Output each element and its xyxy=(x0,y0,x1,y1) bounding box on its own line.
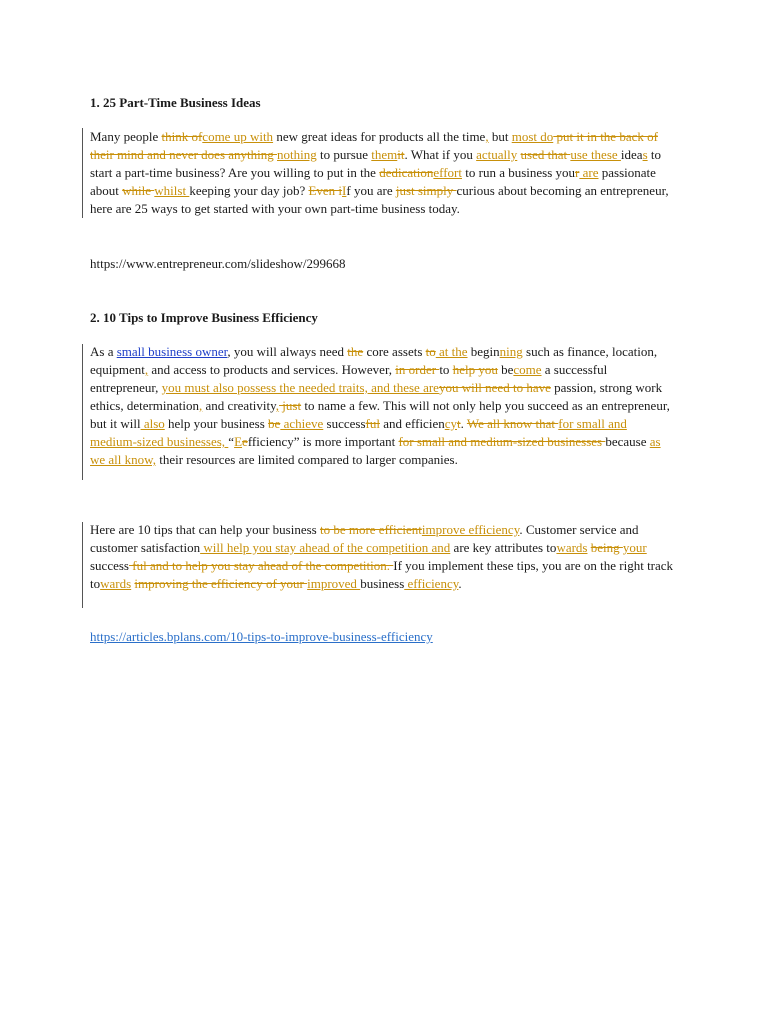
body-text: a successful entrepreneur, xyxy=(90,362,608,395)
body-text: curious about becoming an entrepreneur, here are 25 ways to get started with your own part-time business today. xyxy=(90,183,669,216)
deleted-text: the xyxy=(347,344,364,359)
inserted-text: for small and medium-sized businesses, xyxy=(90,416,627,449)
body-text: be xyxy=(497,362,514,377)
body-text: passion, strong work ethics, determination xyxy=(90,380,663,413)
body-text: fficiency” is more important xyxy=(247,434,399,449)
body-text: . What if you xyxy=(404,147,477,162)
deleted-text: improving the efficiency of your xyxy=(134,576,308,591)
deleted-text: used that xyxy=(520,147,571,162)
body-text: As a xyxy=(90,344,117,359)
inserted-text: actually xyxy=(476,147,518,162)
body-text: to xyxy=(439,362,453,377)
section-2-paragraph-2 xyxy=(90,521,675,593)
inserted-text: I xyxy=(342,183,347,198)
deleted-text: to xyxy=(425,344,436,359)
inserted-text: will help you stay ahead of the competition and xyxy=(200,540,451,555)
bplans-link[interactable]: https://articles.bplans.com/10-tips-to-improve-business-efficiency xyxy=(90,629,433,644)
inserted-text: efficiency xyxy=(404,576,459,591)
body-text: because xyxy=(605,434,650,449)
deleted-text: dedication xyxy=(379,165,434,180)
inserted-text: wards xyxy=(556,540,588,555)
inserted-text: your xyxy=(622,540,647,555)
body-text: new great ideas for products all the time xyxy=(273,129,486,144)
body-text: begin xyxy=(467,344,500,359)
body-text: such as finance, location, equipment xyxy=(90,344,658,377)
deleted-text: you will need to have xyxy=(438,380,551,395)
inserted-text: , xyxy=(144,362,149,377)
inserted-text: cy xyxy=(444,416,457,431)
body-text: are key attributes to xyxy=(450,540,557,555)
body-text: business xyxy=(360,576,405,591)
section-2-heading: 2. 10 Tips to Improve Business Efficiency xyxy=(90,310,318,325)
body-text: and efficien xyxy=(379,416,445,431)
inserted-text: nothing xyxy=(277,147,317,162)
body-text: to start a part-time business? Are you willing to put in the xyxy=(90,147,661,180)
body-text: but xyxy=(488,129,512,144)
inserted-text: you must also possess the needed traits, and these are xyxy=(161,380,439,395)
inserted-text: them xyxy=(371,147,398,162)
inserted-text: as we all know, xyxy=(90,434,661,467)
change-bar xyxy=(82,128,83,218)
body-text: . xyxy=(460,416,467,431)
body-text: If you implement these tips, you are on the right track to xyxy=(90,558,674,591)
body-text: , you will always need xyxy=(227,344,348,359)
deleted-text: for small and medium-sized businesses xyxy=(398,434,606,449)
hyperlink-text[interactable]: small business owner xyxy=(116,344,228,359)
inserted-text: use these xyxy=(570,147,621,162)
deleted-text: think of xyxy=(161,129,203,144)
deleted-text: ful and to help you stay ahead of the competition. xyxy=(129,558,394,573)
deleted-text: while xyxy=(122,183,155,198)
inserted-text: most do xyxy=(511,129,554,144)
inserted-text: ning xyxy=(499,344,523,359)
deleted-text: just xyxy=(279,398,302,413)
deleted-text: to be more efficient xyxy=(319,522,422,537)
body-text: to pursue xyxy=(316,147,372,162)
deleted-text: ful xyxy=(365,416,380,431)
inserted-text: are xyxy=(579,165,599,180)
body-text: to run a business you xyxy=(462,165,576,180)
deleted-text: Even i xyxy=(308,183,343,198)
deleted-text: be xyxy=(268,416,281,431)
inserted-text: achieve xyxy=(280,416,324,431)
body-text: . Customer service and customer satisfaction xyxy=(90,522,639,555)
section-2-paragraph-1 xyxy=(90,343,675,469)
body-text: help your business xyxy=(164,416,269,431)
inserted-text: come up with xyxy=(202,129,274,144)
deleted-text: it xyxy=(397,147,405,162)
inserted-text: wards xyxy=(100,576,132,591)
inserted-text: s xyxy=(642,147,648,162)
inserted-text: E xyxy=(234,434,243,449)
inserted-text: effort xyxy=(433,165,462,180)
inserted-text: improve efficiency xyxy=(421,522,520,537)
deleted-text: in order xyxy=(395,362,440,377)
body-text: keeping your day job? xyxy=(189,183,309,198)
section-1-paragraph xyxy=(90,128,675,218)
inserted-text: at the xyxy=(435,344,468,359)
deleted-text: r xyxy=(575,165,580,180)
change-bar xyxy=(82,344,83,480)
deleted-text: e xyxy=(242,434,248,449)
body-text: core assets xyxy=(363,344,426,359)
body-text: and creativity xyxy=(202,398,276,413)
body-text: success xyxy=(323,416,366,431)
inserted-text: , xyxy=(199,398,203,413)
body-text: and access to products and services. However, xyxy=(148,362,396,377)
body-text: to name a few. This will not only help you succeed as an entrepreneur, but it will xyxy=(90,398,670,431)
inserted-text: whilst xyxy=(154,183,190,198)
deleted-text: put it in the back of their mind and never does anything xyxy=(90,129,658,162)
inserted-text: , xyxy=(275,398,280,413)
deleted-text: help you xyxy=(452,362,498,377)
body-text: passionate about xyxy=(90,165,656,198)
inserted-text: improved xyxy=(307,576,361,591)
deleted-text: We all know that xyxy=(466,416,559,431)
entrepreneur-url: https://www.entrepreneur.com/slideshow/299668 xyxy=(90,256,346,271)
body-text: idea xyxy=(620,147,643,162)
inserted-text: also xyxy=(140,416,165,431)
body-text: . xyxy=(458,576,462,591)
deleted-text: just simply xyxy=(395,183,457,198)
deleted-text: being xyxy=(590,540,623,555)
inserted-text: , xyxy=(485,129,489,144)
body-text: “ xyxy=(228,434,235,449)
body-text: success xyxy=(90,558,129,573)
body-text: their resources are limited compared to larger companies. xyxy=(155,452,458,467)
body-text: Many people xyxy=(90,129,162,144)
deleted-text: t xyxy=(457,416,461,431)
inserted-text: come xyxy=(513,362,542,377)
section-1-heading: 1. 25 Part-Time Business Ideas xyxy=(90,95,261,110)
body-text: Here are 10 tips that can help your business xyxy=(90,522,320,537)
body-text: f you are xyxy=(346,183,396,198)
change-bar xyxy=(82,522,83,608)
